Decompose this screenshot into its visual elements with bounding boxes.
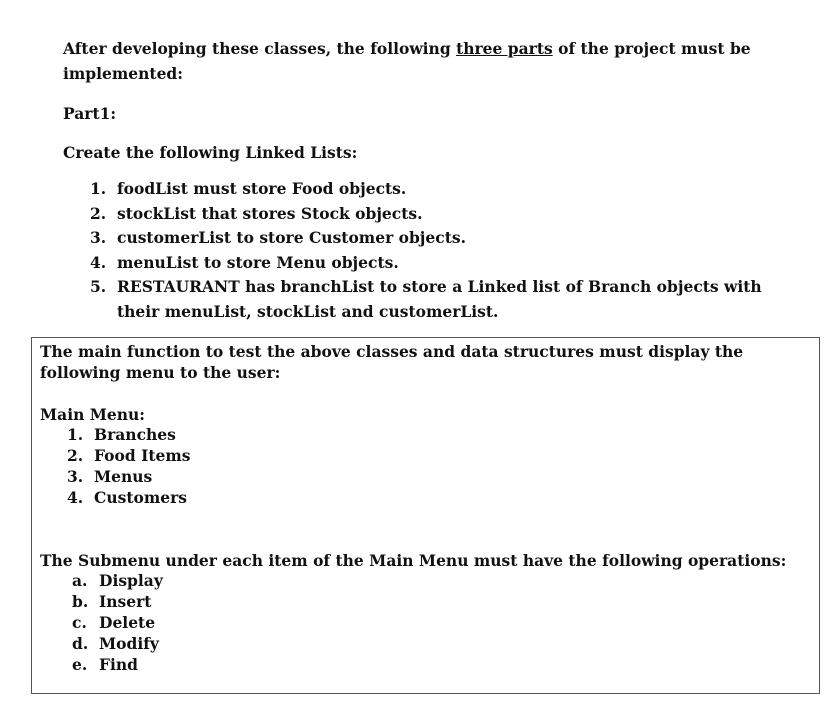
list-item-number: 4. [67,488,84,507]
list-item-text: menuList to store Menu objects. [117,252,399,272]
list-item [67,487,190,508]
list-item-text: stockList that stores Stock objects. [117,203,423,223]
intro-underlined-text: three parts [456,39,553,58]
list-item [67,445,190,466]
main-menu-heading: Main Menu: [40,405,146,424]
list-item-text: Find [99,655,138,674]
list-item [90,226,790,251]
list-item-text: Food Items [94,446,191,465]
intro-paragraph [63,36,763,86]
list-item-number: 1. [67,425,84,444]
list-item-text: Display [99,571,163,590]
linked-lists-list [90,177,790,324]
intro-text-after: of the project must be implemented: [63,39,751,83]
list-item-letter: c. [72,613,87,632]
menu-requirements-box [31,337,820,694]
list-item [90,177,790,202]
list-item [90,275,790,324]
submenu-operations-list [72,570,163,675]
list-item-text: foodList must store Food objects. [117,179,407,198]
list-item-text: customerList to store Customer objects. [117,228,466,247]
list-item-text: Insert [99,592,152,611]
list-item-number: 5. [90,277,107,296]
list-item [72,591,163,612]
list-item [72,654,163,675]
list-item-letter: b. [72,592,89,611]
part1-heading: Part1: [63,104,117,123]
box-intro-text: The main function to test the above classes and data structures must display the following menu to the user: [40,342,744,382]
create-lists-line: Create the following Linked Lists: [63,143,358,162]
list-item-number: 3. [67,467,84,486]
list-item-letter: a. [72,571,88,590]
list-item [90,251,790,276]
main-menu-list [67,424,190,508]
submenu-heading: The Submenu under each item of the Main Menu must have the following operations: [40,551,787,570]
list-item [90,202,790,227]
intro-text-before: After developing these classes, the following [63,39,457,58]
list-item-number: 3. [90,228,107,247]
list-item [72,633,163,654]
list-item [67,466,190,487]
list-item-text: Branches [94,425,176,444]
list-item [72,612,163,633]
list-item-number: 2. [67,446,84,465]
list-item-text: Customers [94,488,187,507]
list-item-letter: e. [72,655,88,674]
list-item [67,424,190,445]
list-item-number: 1. [90,179,107,198]
list-item-text: Menus [94,467,153,486]
list-item-number: 4. [90,252,107,272]
list-item-text: Delete [99,613,156,632]
list-item-text: Modify [99,634,159,653]
list-item [72,570,163,591]
list-item-number: 2. [90,203,107,223]
list-item-text: RESTAURANT has branchList to store a Linked list of Branch objects with their menuList, stockList and customerList. [117,277,762,321]
list-item-letter: d. [72,634,89,653]
